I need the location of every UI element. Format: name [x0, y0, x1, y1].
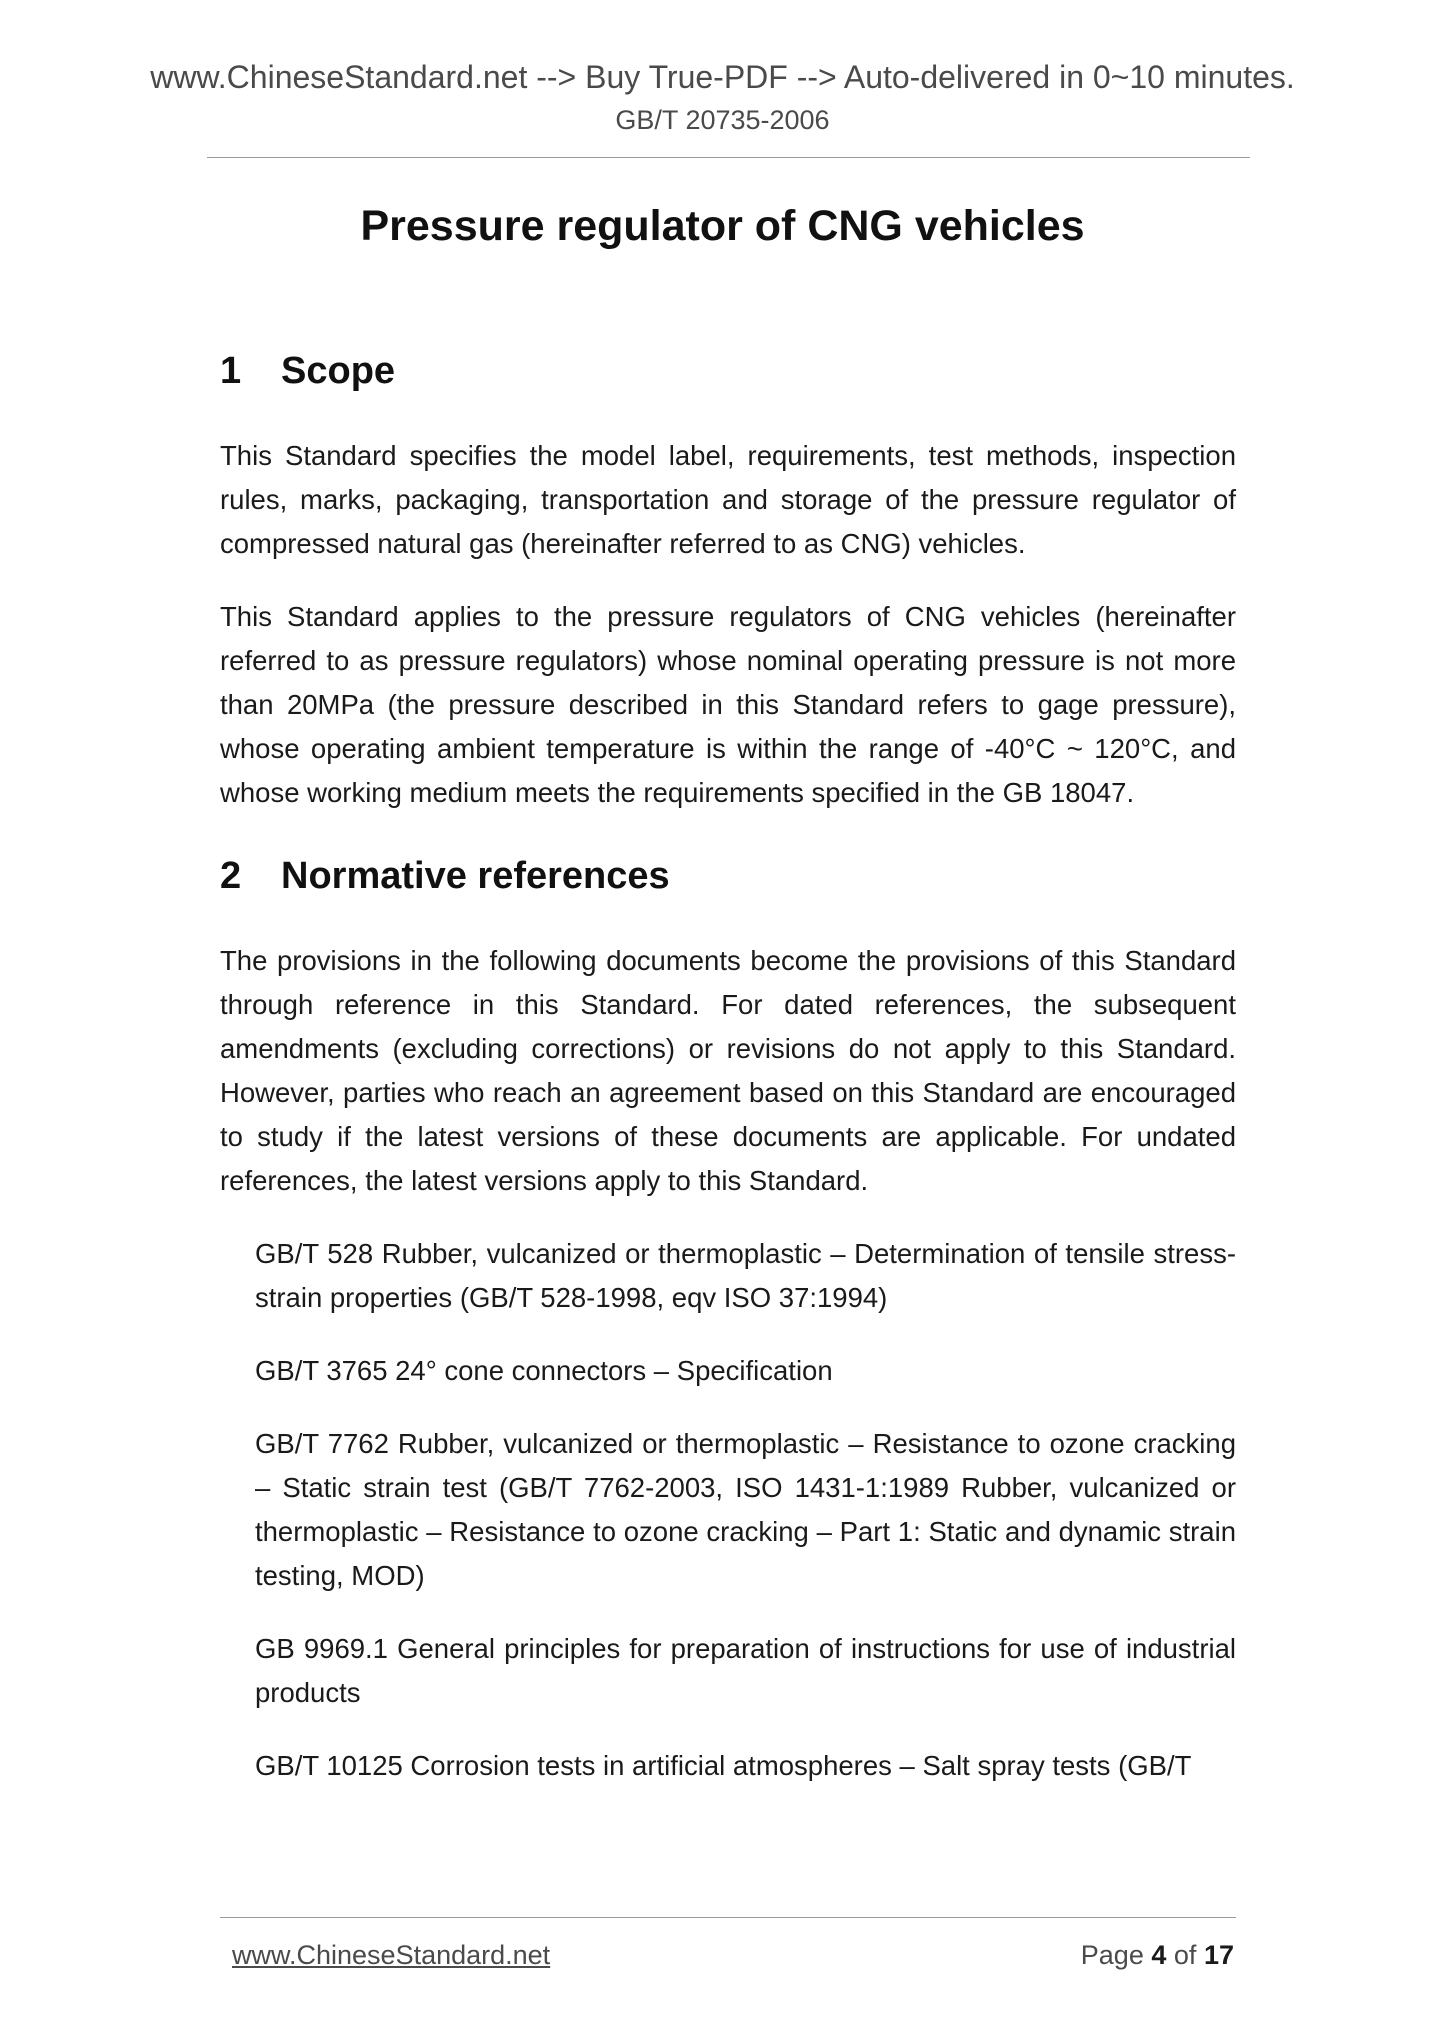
- document-body: [220, 346, 1236, 1788]
- footer-site-link[interactable]: www.ChineseStandard.net: [232, 1940, 551, 1970]
- page-header: [0, 56, 1445, 138]
- section-number: 2: [220, 855, 242, 897]
- paragraph: This Standard applies to the pressure regulators of CNG vehicles (hereinafter referred to as pressure regulators) whose nominal operating pressure is not more than 20MPa (the pressure described in this Standard refers to gage pressure), whose operating ambient temperature is within the range of -40°C ~ 120°C, and whose working medium meets the requirements specified in the GB 18047.: [220, 601, 1236, 808]
- page-word: Page: [1080, 1940, 1144, 1970]
- total-pages: 17: [1203, 1940, 1234, 1970]
- header-standard-code: GB/T 20735-2006: [615, 105, 830, 135]
- section-heading-scope: [220, 346, 1236, 396]
- of-word: of: [1173, 1940, 1197, 1970]
- header-banner: www.ChineseStandard.net --> Buy True-PDF --> Auto-delivered in 0~10 minutes.: [150, 59, 1295, 95]
- reference-item: GB/T 10125 Corrosion tests in artificial atmospheres – Salt spray tests (GB/T: [255, 1750, 1192, 1781]
- reference-item: GB/T 7762 Rubber, vulcanized or thermoplastic – Resistance to ozone cracking – Static strain test (GB/T 7762-2003, ISO 1431-1:1989 Rubber, vulcanized or thermoplastic – Resistance to ozone cracking – Part 1: Static and dynamic strain testing, MOD): [255, 1428, 1236, 1591]
- section-heading-normative-references: [220, 851, 1236, 901]
- page-indicator: [1081, 1940, 1234, 1971]
- header-divider: [207, 157, 1250, 158]
- reference-item: GB/T 3765 24° cone connectors – Specification: [255, 1355, 833, 1386]
- page-footer: [220, 1917, 1236, 1978]
- document-title: Pressure regulator of CNG vehicles: [360, 202, 1085, 250]
- section-title: Scope: [281, 350, 396, 392]
- reference-item: GB/T 528 Rubber, vulcanized or thermoplastic – Determination of tensile stress-strain properties (GB/T 528-1998, eqv ISO 37:1994): [255, 1238, 1236, 1313]
- paragraph: The provisions in the following documents become the provisions of this Standard through reference in this Standard. For dated references, the subsequent amendments (excluding corrections) or revisions do not apply to this Standard. However, parties who reach an agreement based on this Standard are encouraged to study if the latest versions of these documents are applicable. For undated references, the latest versions apply to this Standard.: [220, 945, 1236, 1196]
- section-number: 1: [220, 350, 242, 392]
- section-title: Normative references: [281, 855, 670, 897]
- current-page-number: 4: [1151, 1940, 1167, 1970]
- paragraph: This Standard specifies the model label, requirements, test methods, inspection rules, marks, packaging, transportation and storage of the pressure regulator of compressed natural gas (hereinafter referred to as CNG) vehicles.: [220, 440, 1236, 559]
- reference-item: GB 9969.1 General principles for preparation of instructions for use of industrial products: [255, 1633, 1236, 1708]
